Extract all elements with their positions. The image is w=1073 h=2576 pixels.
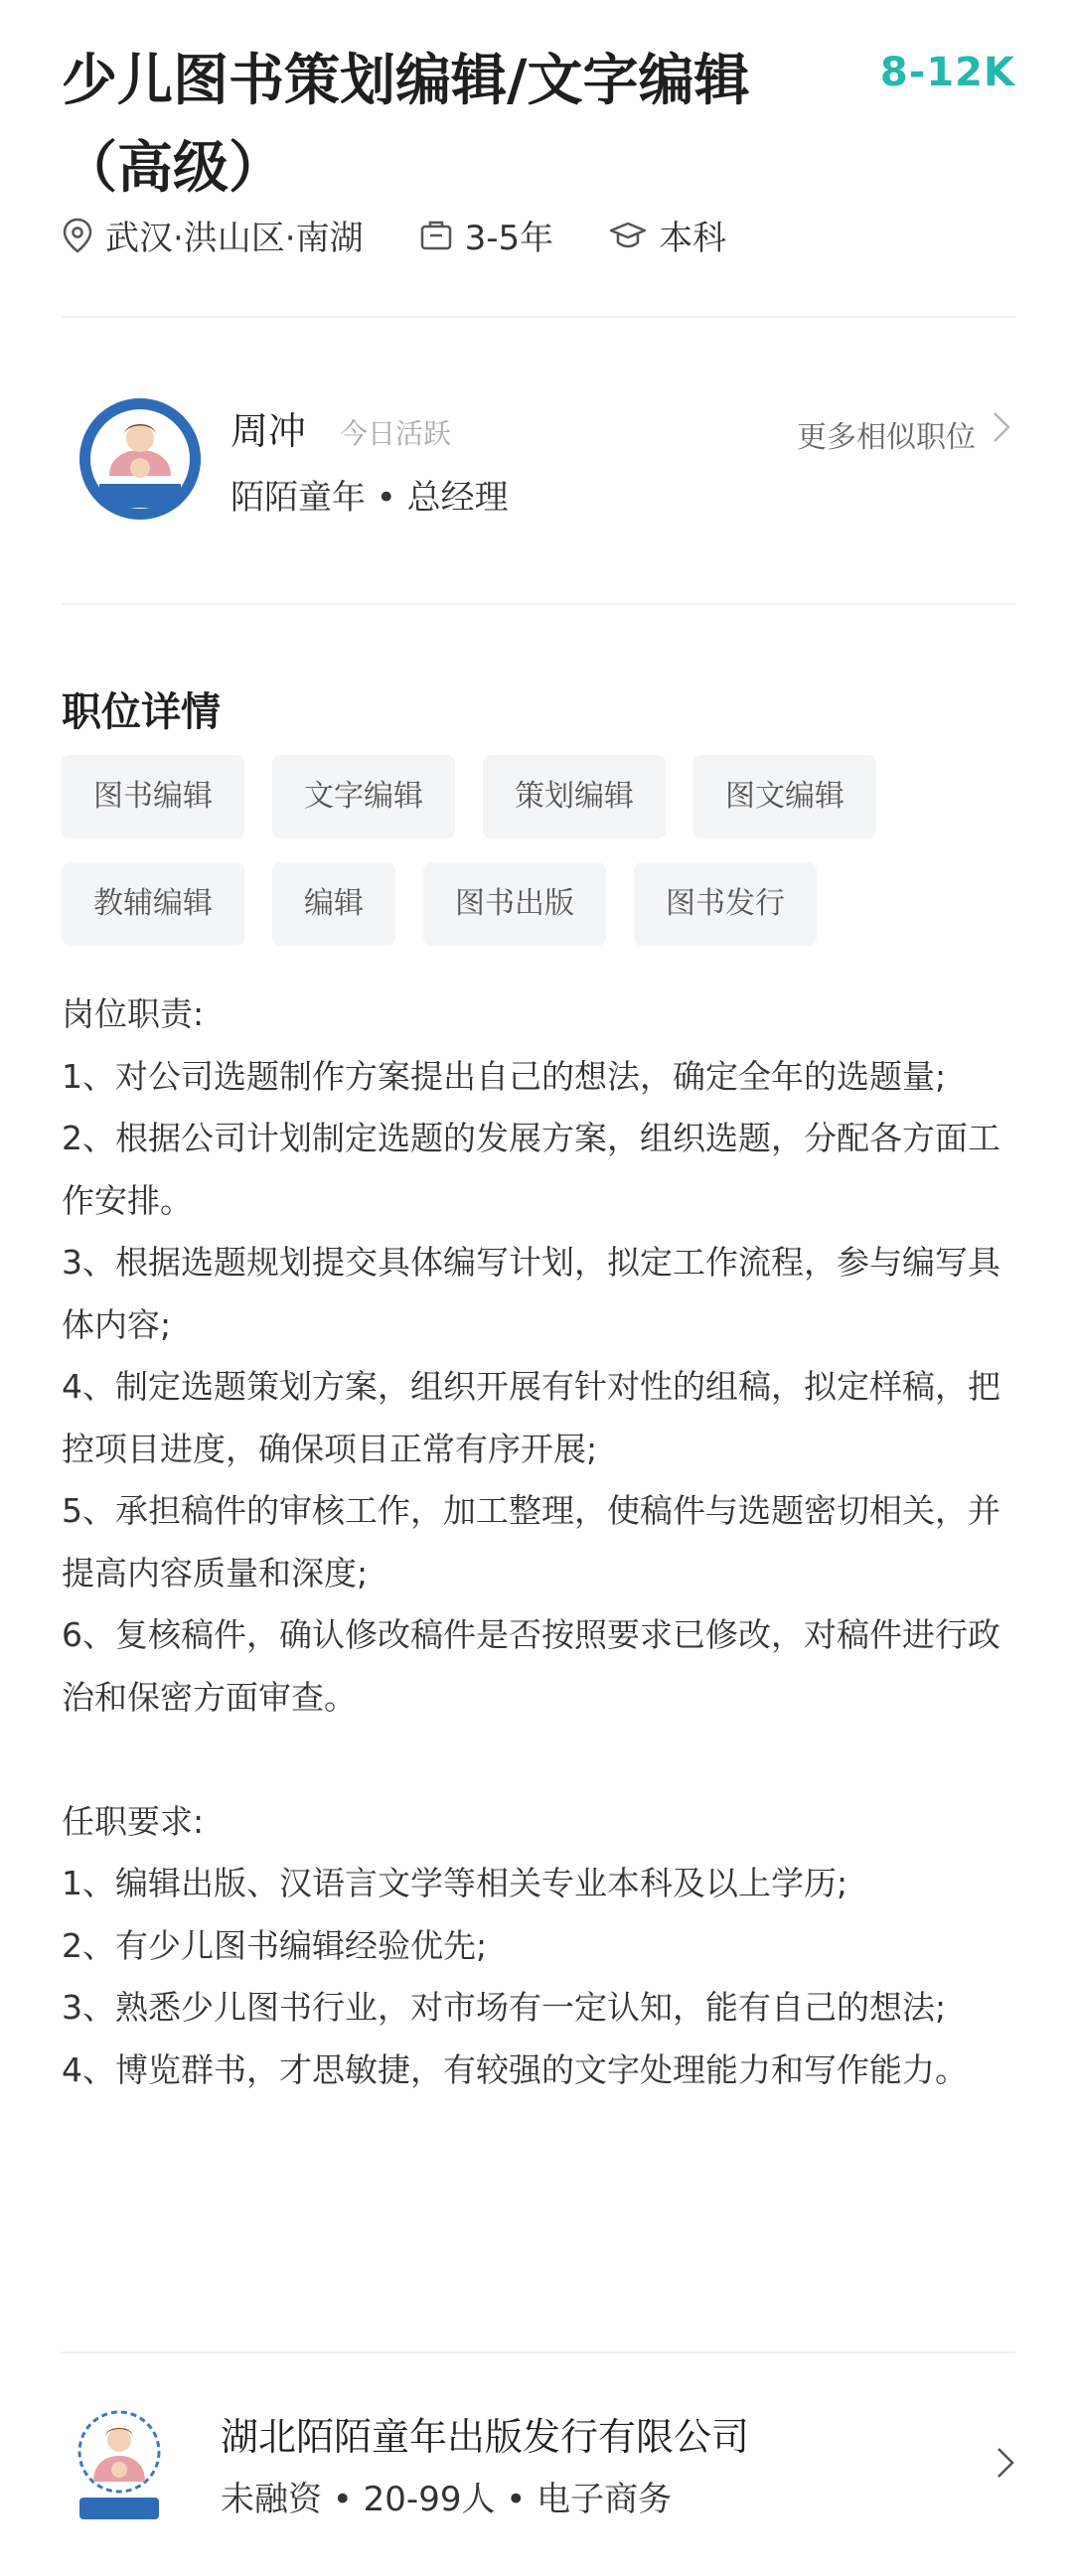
skill-tag: 图书发行 (634, 862, 817, 946)
divider (62, 316, 1015, 318)
job-description: 岗位职责: 1、对公司选题制作方案提出自己的想法，确定全年的选题量; 2、根据公司计划制定选题的发展方案，组织选题，分配各方面工作安排。 3、根据选题规划提交具体编写计划，拟定工作流程，参与编写具体内容; 4、制定选题策划方案，组织开展有针对性的组稿，拟定样稿，把控项目进度，确保项目正常有序开展; 5、承担稿件的审核工作，加工整理，使稿件与选题密切相关，并提高内容质量和深度; 6、复核稿件，确认修改稿件是否按照要求已修改，对稿件进行政治和保密方面审查。 任职要求: 1、编辑出版、汉语言文学等相关专业本科及以上学历; 2、有少儿图书编辑经验优先; 3、熟悉少儿图书行业，对市场有一定认知，能有自己的想法; 4、博览群书，才思敏捷，有较强的文字处理能力和写作能力。 (62, 994, 1000, 2089)
chevron-right-icon[interactable] (996, 2446, 1015, 2480)
skill-tag: 图书编辑 (62, 755, 244, 838)
company-card[interactable] (62, 2384, 1015, 2533)
skill-tag: 文字编辑 (272, 755, 455, 838)
recruiter-active-status: 今日活跃 (340, 417, 452, 450)
skill-tag: 图书出版 (423, 862, 606, 946)
recruiter-avatar[interactable] (79, 398, 201, 520)
skill-tag: 教辅编辑 (62, 862, 244, 946)
skill-tag: 图文编辑 (693, 755, 876, 838)
salary-range: 8-12K (879, 50, 1015, 95)
recruiter-card[interactable] (62, 392, 1015, 531)
more-similar-jobs-link[interactable]: 更多相似职位 (797, 420, 976, 455)
education-item (609, 211, 726, 259)
company-logo-icon (72, 2404, 167, 2523)
job-meta-row (62, 211, 782, 259)
location-item (62, 211, 364, 259)
tag-row (62, 755, 1015, 838)
education-text: 本科 (659, 219, 727, 258)
skill-tag: 编辑 (272, 862, 395, 946)
divider (62, 603, 1015, 605)
avatar-illustration-icon (79, 398, 201, 520)
job-title: 少儿图书策划编辑/文字编辑（高级） (62, 49, 750, 201)
experience-text: 3-5年 (464, 219, 554, 258)
skill-tags (62, 755, 1015, 970)
briefcase-icon (419, 220, 453, 251)
experience-item (419, 211, 554, 259)
chevron-right-icon[interactable] (992, 410, 1011, 444)
company-name: 湖北陌陌童年出版发行有限公司 (221, 2415, 750, 2459)
job-header (62, 38, 1015, 213)
location-text: 武汉·洪山区·南湖 (105, 219, 364, 258)
graduation-cap-icon (609, 221, 647, 250)
divider (62, 2351, 1015, 2353)
company-meta: 未融资 • 20-99人 • 电子商务 (221, 2480, 673, 2519)
skill-tag: 策划编辑 (483, 755, 666, 838)
recruiter-name: 周冲 (230, 409, 307, 453)
company-logo (72, 2404, 167, 2523)
recruiter-company-role: 陌陌童年 • 总经理 (230, 478, 509, 518)
location-pin-icon (62, 218, 93, 253)
tag-row (62, 862, 1015, 946)
section-title: 职位详情 (62, 689, 221, 735)
